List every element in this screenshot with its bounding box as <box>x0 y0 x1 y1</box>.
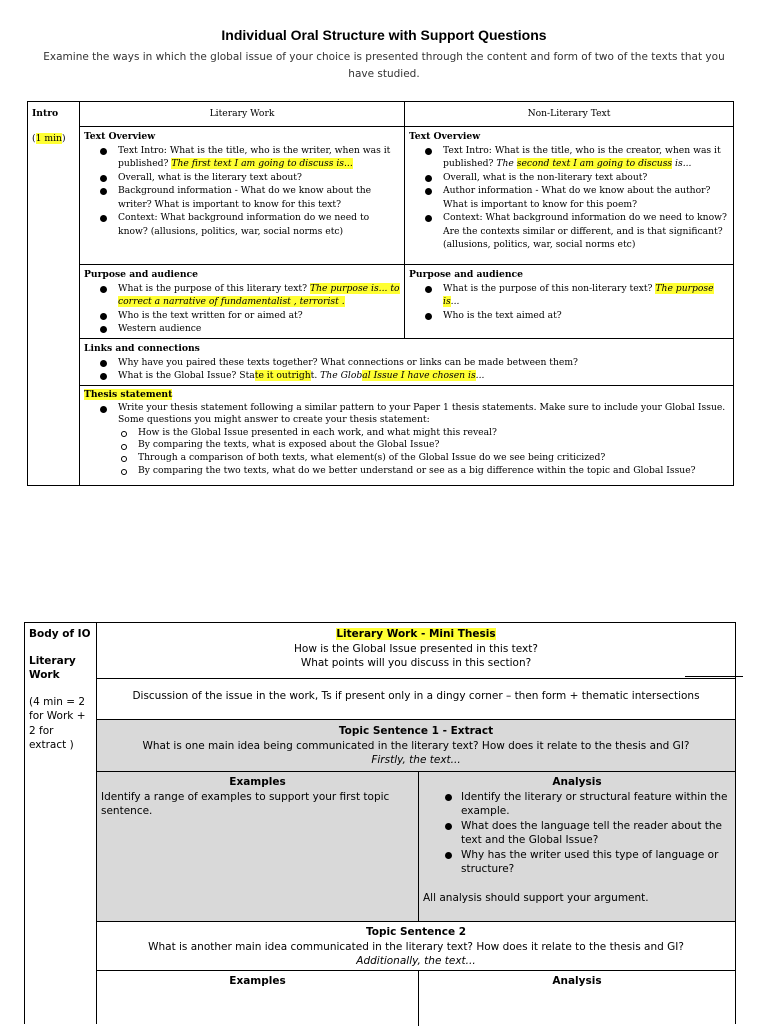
list-item: Context: What background information do we need to know? (allusions, politics, war, social norms etc) <box>118 211 400 238</box>
mini-thesis-question-2: What points will you discuss in this section? <box>300 657 532 669</box>
body-table <box>24 622 736 1024</box>
list-item: Why has the writer used this type of language or structure? <box>461 848 731 877</box>
list-item: How is the Global Issue presented in each work, and what might this reveal? <box>138 427 729 440</box>
list-item: By comparing the texts, what is exposed about the Global Issue? <box>138 439 729 452</box>
list-item: What is the purpose of this literary text? The purpose is... to correct a narrative of fundamentalist , terrorist . <box>118 282 400 307</box>
highlight: te it outrigh <box>254 370 311 381</box>
list-item: Who is the text aimed at? <box>443 309 729 323</box>
overview-row <box>80 126 733 264</box>
topic-sentence-1-cell <box>97 719 735 771</box>
list-item: What does the language tell the reader about the text and the Global Issue? <box>461 819 731 848</box>
highlight: The purpose is... to correct a narrative of fundamentalist , terrorist . <box>118 282 400 307</box>
examples-cell-2 <box>97 971 419 1026</box>
analysis-heading-2: Analysis <box>552 975 602 987</box>
list-item: Text Intro: What is the title, who is the writer, when was it published? The first text I am going to discuss is... <box>118 144 400 171</box>
list-item: By comparing the two texts, what do we better understand or see as a big difference within the topic and Global Issue? <box>138 465 729 478</box>
examples-heading-2: Examples <box>229 975 286 987</box>
list-item: Overall, what is the non-literary text about? <box>443 171 729 185</box>
nonlit-overview-heading: Text Overview <box>409 131 481 142</box>
list-item: What is the Global Issue? State it outright. The Global Issue I have chosen is... <box>118 369 729 383</box>
analysis-cell-2 <box>419 971 735 1026</box>
intro-label-column <box>28 102 80 485</box>
col-header-literary: Literary Work <box>80 102 405 126</box>
highlight: The first text I am going to discuss is... <box>171 158 353 169</box>
links-heading: Links and connections <box>84 343 200 354</box>
intro-time: (1 min) <box>32 132 66 144</box>
lit-purpose-heading: Purpose and audience <box>84 269 198 280</box>
thesis-heading: Thesis statement <box>84 389 173 400</box>
list-item: Overall, what is the literary text about? <box>118 171 400 185</box>
highlight: al Issue I have chosen is <box>362 370 476 381</box>
mini-thesis-question-1: How is the Global Issue presented in this text? <box>294 642 538 655</box>
intro-label: Intro <box>32 108 59 119</box>
mini-thesis-title: Literary Work - Mini Thesis <box>336 628 496 640</box>
thesis-cell <box>80 386 733 486</box>
body-label-column <box>25 623 97 1024</box>
topic-sentence-2-cell <box>97 921 735 970</box>
nonlit-overview-cell <box>405 127 733 264</box>
col-header-nonliterary: Non-Literary Text <box>527 108 611 119</box>
list-item: Identify the literary or structural feature within the example. <box>461 790 731 819</box>
examples-text: Identify a range of examples to support your first topic sentence. <box>101 790 390 817</box>
analysis-note: All analysis should support your argument. <box>423 891 649 904</box>
lit-purpose-cell <box>80 265 405 338</box>
list-item: Through a comparison of both texts, what element(s) of the Global Issue do we see being criticized? <box>138 452 729 465</box>
analysis-heading: Analysis <box>552 776 602 788</box>
body-label: Body of IO <box>29 628 91 640</box>
page-title: Individual Oral Structure with Support Questions <box>221 27 547 43</box>
topic-sentence-1-title: Topic Sentence 1 - Extract <box>338 725 494 737</box>
purpose-row <box>80 264 733 338</box>
time-allocation: (4 min = 2 for Work + 2 for extract ) <box>29 695 86 751</box>
links-cell <box>80 339 733 385</box>
lit-overview-cell <box>80 127 405 264</box>
highlight: second text I am going to discuss <box>516 158 673 169</box>
list-item: Who is the text written for or aimed at? <box>118 309 400 323</box>
list-item: Context: What background information do we need to know? Are the contexts similar or different, and is that significant? (allusions, politics, war, social norms etc) <box>443 211 729 252</box>
list-item: What is the purpose of this non-literary text? The purpose is... <box>443 282 729 309</box>
topic-sentence-2-question: What is another main idea communicated in the literary text? How does it relate to the thesis and GI? <box>148 940 684 953</box>
intro-header-row <box>80 102 733 126</box>
thesis-intro: Some questions you might answer to create your thesis statement: <box>118 414 430 426</box>
list-item: Write your thesis statement following a similar pattern to your Paper 1 thesis statements. Make sure to include your Global Issue. <box>118 402 729 415</box>
lit-overview-heading: Text Overview <box>84 131 156 142</box>
page-subtitle: Examine the ways in which the global issue of your choice is presented through the content and form of two of the texts that you have studied. <box>43 51 725 80</box>
examples-analysis-row-2 <box>97 970 735 1025</box>
highlight: The purpose is <box>443 282 714 307</box>
topic-sentence-1-starter: Firstly, the text... <box>371 754 461 766</box>
links-row <box>80 338 733 385</box>
examples-heading: Examples <box>229 776 286 788</box>
list-item: Western audience <box>118 322 400 336</box>
nonlit-purpose-cell <box>405 265 733 338</box>
examples-cell-1 <box>97 772 419 922</box>
analysis-cell-1 <box>419 772 735 922</box>
literary-work-label: Literary Work <box>29 654 76 681</box>
topic-sentence-1-question: What is one main idea being communicated in the literary text? How does it relate to the thesis and GI? <box>142 739 690 752</box>
intro-time-value: 1 min <box>35 132 62 144</box>
nonlit-purpose-heading: Purpose and audience <box>409 269 523 280</box>
divider <box>685 676 743 677</box>
list-item: Text Intro: What is the title, who is the creator, when was it published? The second text I am going to discuss is... <box>443 144 729 171</box>
thesis-row <box>80 385 733 485</box>
intro-table <box>27 101 734 486</box>
list-item: Why have you paired these texts together? What connections or links can be made between them? <box>118 356 729 370</box>
mini-thesis-cell <box>97 623 735 678</box>
examples-analysis-row-1 <box>97 771 735 921</box>
discussion-cell: Discussion of the issue in the work, Ts if present only in a dingy corner – then form + thematic intersections <box>97 678 735 719</box>
topic-sentence-2-title: Topic Sentence 2 <box>365 926 467 938</box>
list-item: Author information - What do we know about the author? What is important to know for this poem? <box>443 184 729 211</box>
topic-sentence-2-starter: Additionally, the text... <box>356 955 476 967</box>
list-item: Background information - What do we know about the writer? What is important to know for this text? <box>118 184 400 211</box>
